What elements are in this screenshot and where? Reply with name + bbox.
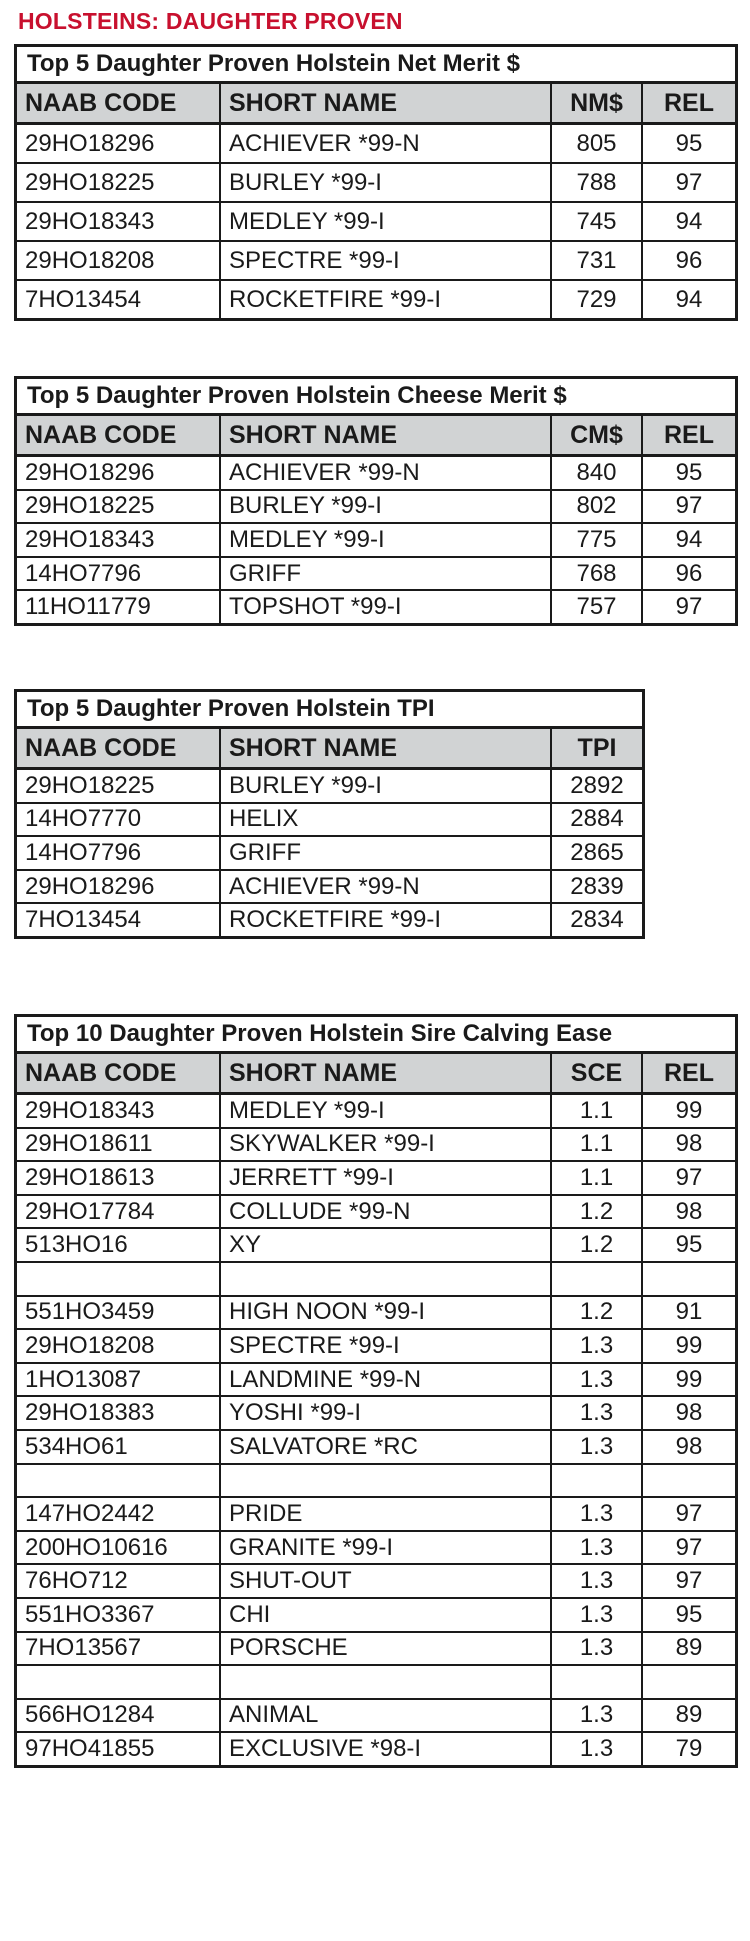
table-row: [17, 1599, 735, 1633]
table-cell: [221, 1263, 552, 1295]
table-cell: 2892: [570, 771, 624, 799]
table-cell: ACHIEVER *99-N: [221, 457, 552, 489]
table-cell: [17, 1465, 221, 1497]
table-cell: 1.2: [552, 1196, 643, 1228]
table-cell: GRIFF: [221, 558, 552, 590]
table-cell: [221, 1465, 552, 1497]
table-cell: CHI: [221, 1599, 552, 1631]
column-header: NAAB CODE: [17, 729, 221, 767]
table-cell: LANDMINE *99-N: [221, 1364, 552, 1396]
table-cell: 14HO7796: [17, 558, 221, 590]
table-cell: SKYWALKER *99-I: [221, 1129, 552, 1161]
table-cell: 29HO18343: [17, 203, 221, 240]
table-cell: 805: [552, 125, 643, 162]
table-cell: 768: [552, 558, 643, 590]
table-row: [17, 1263, 735, 1297]
table-cell: 1.1: [552, 1162, 643, 1194]
table-cell: MEDLEY *99-I: [221, 1095, 552, 1127]
column-header: REL: [664, 420, 714, 449]
table-row: [17, 904, 642, 936]
table-title: Top 10 Daughter Proven Holstein Sire Calving Ease: [17, 1017, 735, 1054]
table-cell: [552, 1465, 643, 1497]
table-cell: 551HO3459: [17, 1297, 221, 1329]
column-header: SHORT NAME: [221, 1054, 552, 1092]
table-header-row: [17, 84, 735, 125]
table-cell: 29HO18225: [17, 770, 221, 802]
table-cell: 1.1: [552, 1095, 643, 1127]
table-cell: [643, 1465, 735, 1497]
column-header: SCE: [552, 1054, 643, 1092]
table-cell: ROCKETFIRE *99-I: [221, 281, 552, 318]
table-header-row: [17, 416, 735, 457]
table-row: [17, 1431, 735, 1465]
table-cell: 1.3: [552, 1397, 643, 1429]
table-cell: 7HO13567: [17, 1633, 221, 1665]
table-cell: 1.2: [552, 1297, 643, 1329]
table-cell: 14HO7770: [17, 804, 221, 836]
table-cell: 29HO18383: [17, 1397, 221, 1429]
table-cell: 91: [675, 1298, 703, 1326]
table-title: Top 5 Daughter Proven Holstein Cheese Merit $: [17, 379, 735, 416]
table-cell: 94: [675, 525, 703, 553]
table-cell: 534HO61: [17, 1431, 221, 1463]
table-cell: 29HO18225: [17, 164, 221, 201]
column-header: TPI: [577, 733, 617, 762]
table-row: [17, 591, 735, 623]
table-cell: 98: [675, 1399, 703, 1427]
table-row: [17, 203, 735, 242]
table-cell: 200HO10616: [17, 1532, 221, 1564]
table-cell: 96: [675, 246, 703, 274]
table-cell: 29HO18611: [17, 1129, 221, 1161]
table-cell: 97HO41855: [17, 1733, 221, 1765]
table-cell: 97: [675, 1499, 703, 1527]
table-row: [17, 1229, 735, 1263]
table-cell: PRIDE: [221, 1498, 552, 1530]
table-cell: 1.3: [552, 1431, 643, 1463]
table-cell: 29HO18296: [17, 125, 221, 162]
column-header: REL: [664, 88, 714, 117]
column-header: SHORT NAME: [221, 729, 552, 767]
table-header-row: [17, 1054, 735, 1095]
table-cell: XY: [221, 1229, 552, 1261]
table-cell: [552, 1666, 643, 1698]
table-cell: ACHIEVER *99-N: [221, 125, 552, 162]
table-row: [17, 491, 735, 525]
column-header: NM$: [552, 84, 643, 122]
table-row: [17, 1162, 735, 1196]
table-row: [17, 242, 735, 281]
table-row: [17, 1666, 735, 1700]
table-cell: 729: [552, 281, 643, 318]
column-header: NAAB CODE: [17, 416, 221, 454]
column-header: SHORT NAME: [221, 416, 552, 454]
table-cell: [17, 1666, 221, 1698]
table-cheese-merit: [14, 376, 738, 626]
table-cell: 840: [552, 457, 643, 489]
table-cell: 1.3: [552, 1498, 643, 1530]
table-cell: 757: [552, 591, 643, 623]
table-row: [17, 770, 642, 804]
table-cell: 2865: [570, 838, 624, 866]
table-cell: 96: [675, 559, 703, 587]
table-cell: 1.3: [552, 1599, 643, 1631]
table-cell: 95: [675, 129, 703, 157]
table-cell: 745: [552, 203, 643, 240]
table-row: [17, 1532, 735, 1566]
table-row: [17, 1196, 735, 1230]
table-cell: 1.3: [552, 1330, 643, 1362]
table-cell: 566HO1284: [17, 1700, 221, 1732]
table-cell: 97: [675, 593, 703, 621]
table-cell: COLLUDE *99-N: [221, 1196, 552, 1228]
table-cell: 97: [675, 168, 703, 196]
table-cell: ANIMAL: [221, 1700, 552, 1732]
table-row: [17, 164, 735, 203]
table-row: [17, 125, 735, 164]
table-cell: 2884: [570, 805, 624, 833]
table-cell: 802: [552, 491, 643, 523]
table-cell: 99: [675, 1365, 703, 1393]
table-cell: 1HO13087: [17, 1364, 221, 1396]
table-cell: BURLEY *99-I: [221, 770, 552, 802]
table-cell: 29HO18296: [17, 871, 221, 903]
table-cell: PORSCHE: [221, 1633, 552, 1665]
table-cell: 95: [675, 1600, 703, 1628]
table-cell: 76HO712: [17, 1565, 221, 1597]
column-header: SHORT NAME: [221, 84, 552, 122]
table-cell: 513HO16: [17, 1229, 221, 1261]
table-tpi: [14, 689, 645, 939]
table-cell: 29HO17784: [17, 1196, 221, 1228]
table-cell: 29HO18208: [17, 242, 221, 279]
table-row: [17, 1397, 735, 1431]
table-cell: BURLEY *99-I: [221, 164, 552, 201]
table-net-merit: [14, 44, 738, 321]
table-cell: 98: [675, 1197, 703, 1225]
table-cell: 1.3: [552, 1565, 643, 1597]
table-cell: [17, 1263, 221, 1295]
table-row: [17, 871, 642, 905]
column-header: CM$: [552, 416, 643, 454]
table-cell: 788: [552, 164, 643, 201]
table-cell: SALVATORE *RC: [221, 1431, 552, 1463]
table-row: [17, 1465, 735, 1499]
table-cell: 95: [675, 1231, 703, 1259]
table-cell: 2834: [570, 906, 624, 934]
table-cell: MEDLEY *99-I: [221, 203, 552, 240]
table-cell: 94: [675, 207, 703, 235]
table-cell: SHUT-OUT: [221, 1565, 552, 1597]
table-cell: GRANITE *99-I: [221, 1532, 552, 1564]
column-header: NAAB CODE: [17, 1054, 221, 1092]
table-cell: 94: [675, 285, 703, 313]
table-calving-ease: [14, 1014, 738, 1768]
table-cell: JERRETT *99-I: [221, 1162, 552, 1194]
table-cell: [643, 1666, 735, 1698]
table-cell: 7HO13454: [17, 281, 221, 318]
table-cell: HELIX: [221, 804, 552, 836]
table-cell: BURLEY *99-I: [221, 491, 552, 523]
table-row: [17, 1633, 735, 1667]
page-title: HOLSTEINS: DAUGHTER PROVEN: [18, 8, 403, 34]
table-cell: SPECTRE *99-I: [221, 242, 552, 279]
table-cell: 95: [675, 458, 703, 486]
table-cell: [221, 1666, 552, 1698]
table-cell: 29HO18343: [17, 524, 221, 556]
table-cell: MEDLEY *99-I: [221, 524, 552, 556]
table-cell: 99: [675, 1331, 703, 1359]
table-cell: HIGH NOON *99-I: [221, 1297, 552, 1329]
table-cell: 89: [675, 1701, 703, 1729]
table-row: [17, 1364, 735, 1398]
table-cell: 29HO18613: [17, 1162, 221, 1194]
table-cell: SPECTRE *99-I: [221, 1330, 552, 1362]
table-cell: [643, 1263, 735, 1295]
table-row: [17, 1330, 735, 1364]
table-cell: 79: [675, 1735, 703, 1763]
table-cell: 99: [675, 1096, 703, 1124]
table-cell: YOSHI *99-I: [221, 1397, 552, 1429]
table-cell: 147HO2442: [17, 1498, 221, 1530]
table-header-row: [17, 729, 642, 770]
table-cell: EXCLUSIVE *98-I: [221, 1733, 552, 1765]
table-cell: GRIFF: [221, 837, 552, 869]
table-cell: 97: [675, 1567, 703, 1595]
table-cell: 11HO11779: [17, 591, 221, 623]
table-row: [17, 558, 735, 592]
table-cell: 29HO18296: [17, 457, 221, 489]
table-cell: 89: [675, 1634, 703, 1662]
table-cell: 731: [552, 242, 643, 279]
table-cell: 7HO13454: [17, 904, 221, 936]
table-row: [17, 837, 642, 871]
table-row: [17, 281, 735, 318]
column-header: REL: [664, 1058, 714, 1087]
table-row: [17, 1733, 735, 1765]
table-cell: 1.2: [552, 1229, 643, 1261]
table-row: [17, 804, 642, 838]
table-row: [17, 1129, 735, 1163]
table-cell: 97: [675, 1163, 703, 1191]
table-cell: 2839: [570, 872, 624, 900]
table-row: [17, 1297, 735, 1331]
table-cell: 97: [675, 1533, 703, 1561]
table-title: Top 5 Daughter Proven Holstein Net Merit $: [17, 47, 735, 84]
table-cell: 29HO18343: [17, 1095, 221, 1127]
table-cell: 98: [675, 1432, 703, 1460]
table-row: [17, 524, 735, 558]
table-cell: 29HO18208: [17, 1330, 221, 1362]
table-row: [17, 1565, 735, 1599]
table-cell: [552, 1263, 643, 1295]
table-cell: 1.3: [552, 1733, 643, 1765]
table-cell: 97: [675, 492, 703, 520]
table-cell: 98: [675, 1130, 703, 1158]
table-cell: 1.3: [552, 1700, 643, 1732]
table-row: [17, 1095, 735, 1129]
table-cell: 1.3: [552, 1364, 643, 1396]
table-title: Top 5 Daughter Proven Holstein TPI: [17, 692, 642, 729]
table-cell: 14HO7796: [17, 837, 221, 869]
table-cell: 29HO18225: [17, 491, 221, 523]
table-cell: 1.1: [552, 1129, 643, 1161]
table-cell: ACHIEVER *99-N: [221, 871, 552, 903]
table-row: [17, 1700, 735, 1734]
table-row: [17, 1498, 735, 1532]
table-cell: ROCKETFIRE *99-I: [221, 904, 552, 936]
table-cell: 1.3: [552, 1633, 643, 1665]
column-header: NAAB CODE: [17, 84, 221, 122]
table-cell: 775: [552, 524, 643, 556]
table-cell: 551HO3367: [17, 1599, 221, 1631]
table-cell: 1.3: [552, 1532, 643, 1564]
table-cell: TOPSHOT *99-I: [221, 591, 552, 623]
table-row: [17, 457, 735, 491]
